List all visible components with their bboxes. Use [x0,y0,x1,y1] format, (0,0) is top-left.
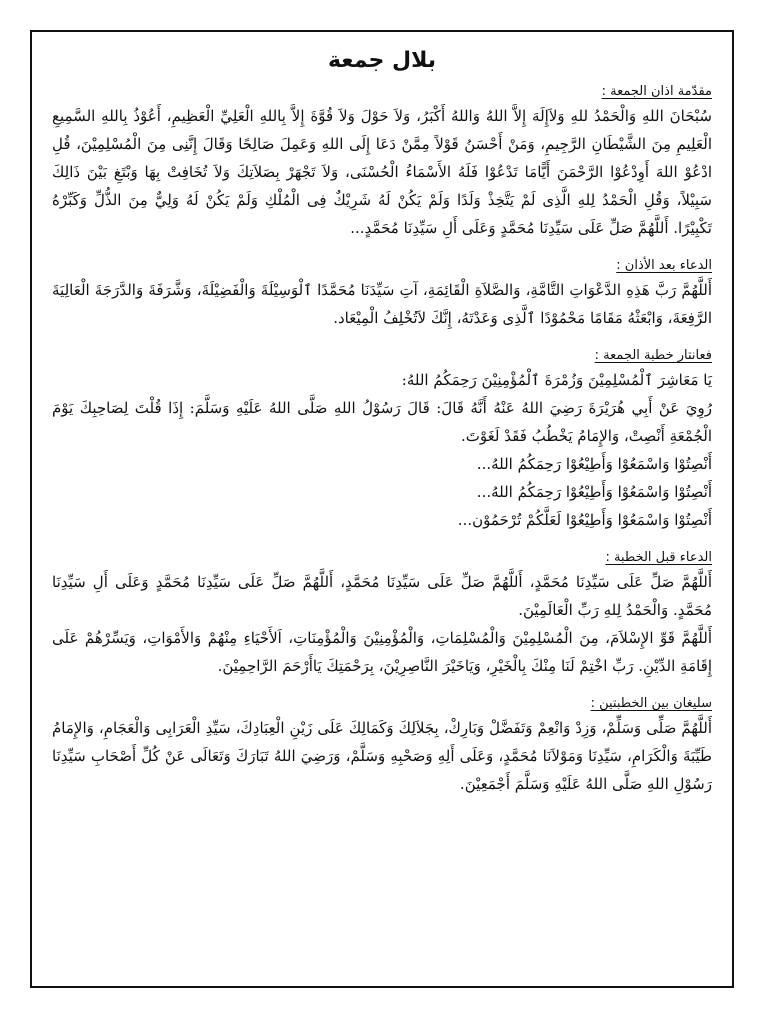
section-line: يَا مَعَاشِرَ ٱلْمُسْلِمِيْنَ وَزُمْرَةَ ٱلْمُؤْمِنِيْنَ رَحِمَكُمُ اللهُ: [401,371,712,389]
section-line: أَنْصِتُوْا وَاسْمَعُوْا وَأَطِيْعُوْا رَحِمَكُمُ اللهُ... [476,455,712,473]
section-heading: الدعاء بعد الأذان : [616,258,712,273]
section-heading: فعانتار خطبة الجمعة : [594,348,712,363]
section-heading: سليغان بين الخطبتين : [590,696,712,711]
section-paragraph: أَللَّهُمَّ صَلِّ عَلَى سَيِّدِنَا مُحَمَّدٍ، أَللَّهُمَّ صَلِّ عَلَى سَيِّدِنَا مُحَمَّدٍ، أَللَّهُمَّ صَلِّ عَلَى سَيِّدِنَا مُحَمَّدٍ وَعَلَى أَلِ سَيِّدِنَا مُحَمَّدٍ. وَالْحَمْدُ لِلهِ رَبِّ الْعَالَمِيْنَ. [52,573,712,619]
section-heading: مقدّمة اذان الجمعة : [601,84,712,99]
section-khutbah-opening [52,332,712,534]
section-doa-after-adzan [52,242,712,332]
section-line: أَنْصِتُوْا وَاسْمَعُوْا وَأَطِيْعُوْا لَعَلَّكُمْ تُرْحَمُوْن... [457,511,712,529]
section-paragraph: أَللَّهُمَّ قَوِّ الإِسْلاَمَ، مِنَ الْمُسْلِمِيْنَ وَالْمُسْلِمَاتِ، وَالْمُؤْمِنِيْنَ وَالْمُؤْمِنَاتِ، اَلأَحْيَاءِ مِنْهُمْ وَالأَمْوَاتِ، وَيَسِّرْهُمْ عَلَى إِقَامَةِ الدِّيْنِ. رَبِّ اخْتِمْ لَنَا مِنْكَ بِالْخَيْرِ، وَيَاخَيْرَ النَّاصِرِيْنَ، بِرَحْمَتِكَ يَاأَرْحَمَ الرَّاحِمِيْنَ. [52,629,712,675]
section-paragraph: سُبْحَانَ اللهِ وَالْحَمْدُ للهِ وَلاَإِلَهَ إِلاَّ اللهُ وَاللهُ أَكْبَرُ، وَلاَ حَوْلَ وَلاَ قُوَّةَ إِلاَّ بِاللهِ الْعَلِيِّ الْعَظِيمِ، أَعُوْذُ بِاللهِ السَّمِيعِ الْعَلِيمِ مِنَ الشَّيْطَانِ الرَّجِيمِ، وَمَنْ أَحْسَنُ قَوْلاً مِمَّنْ دَعَا إِلَى اللهِ وَعَمِلَ صَالِحًا وَقَالَ إِنَّنِى مِنَ الْمُسْلِمِيْنَ، قُلِ ادْعُوْ اللهَ أَوِدْعُوْا الرَّحْمَنَ أَيًّامَا تَدْعُوْا فَلَهُ الأَسْمَاءُ الْحُسْنَى، وَلاَ تَجْهَرْ بِصَلاَتِكَ وَلاَ تُخَافِتْ بِهَا وَبْتَغِ بَيْنَ ذَالِكَ سَبِيْلاً، وَقُلِ الْحَمْدُ لِلهِ الَّذِى لَمْ يَتَّخِذْ وَلَدًا وَلَمْ يَكُنْ لَهُ شَرِيْكٌ فِى الْمُلْكِ وَلَمْ يَكُنْ لَهُ وَلِيٌّ مِنَ الذُّلِّ وَكَبِّرْهُ تَكْبِيْرًا. أَللَّهُمَّ صَلِّ عَلَى سَيِّدِنَا مُحَمَّدٍ وَعَلَى أَلِ سَيِّدِنَا مُحَمَّدٍ... [52,107,712,237]
document-frame [30,30,734,988]
section-line: أَنْصِتُوْا وَاسْمَعُوْا وَأَطِيْعُوْا رَحِمَكُمُ اللهُ... [476,483,712,501]
section-paragraph: أَللَّهُمَّ صَلِّى وَسَلِّمْ، وَزِدْ وَانْعِمْ وَتَفَضَّلْ وَبَارِكْ، بِجَلاَلِكَ وَكَمَالِكَ عَلَى زَيْنِ الْعِبَادِكَ، سَيِّدِ الْعَرَابِى وَالْعَجَامِ، وَالإِمَامُ طَيِّبَةَ وَالْكَرَامِ، سَيِّدِنَا وَمَوْلاَنَا مُحَمَّدٍ، وَعَلَى أَلِهِ وَصَحْبِهِ وَسَلَّمْ، وَرَضِيَ اللهُ تَبَارَكَ وَتَعَالَى عَنْ كُلِّ أَصْحَابِ سَيِّدِنَا رَسُوْلِ اللهِ صَلَّى اللهُ عَلَيْهِ وَسَلَّمَ أَجْمَعِيْنَ. [52,719,712,793]
section-adzan-intro [52,80,712,242]
section-paragraph: رُوِيَ عَنْ أَبِي هُرَيْرَةَ رَضِيَ اللهُ عَنْهُ أَنَّهُ قَالَ: قَالَ رَسُوْلُ اللهِ صَلَّى اللهُ عَلَيْهِ وَسَلَّمَ: إِذَا قُلْتَ لِصَاحِبِكَ يَوْمَ الْجُمْعَةِ أَنْصِتْ، وَالإِمَامُ يَخْطُبُ فَقَدْ لَغَوْتَ. [52,399,712,445]
section-between-khutbahs [52,680,712,798]
section-heading: الدعاء قبل الخطبة : [605,550,712,565]
page-title: بلال جمعة [327,48,437,73]
section-doa-before-khutbah [52,534,712,680]
section-paragraph: أَللَّهُمَّ رَبَّ هَذِهِ الدَّعْوَاتِ التَّامَّةِ، وَالصَّلاَةِ الْقَائِمَةِ، آتِ سَيِّدَنَا مُحَمَّدًا ٱلْوَسِيْلَةَ وَالْفَضِيْلَةَ، وَشَّرَفَةَ وَالدَّرَجَةَ الْعَالِيَةَ الرَّفِعَةَ، وَابْعَثْهُ مَقَامًا مَحْمُوْدًا ٱلَّذِى وَعَدْتَهُ، إِنَّكَ لاَتُخْلِفُ الْمِيْعَاد. [52,281,712,327]
